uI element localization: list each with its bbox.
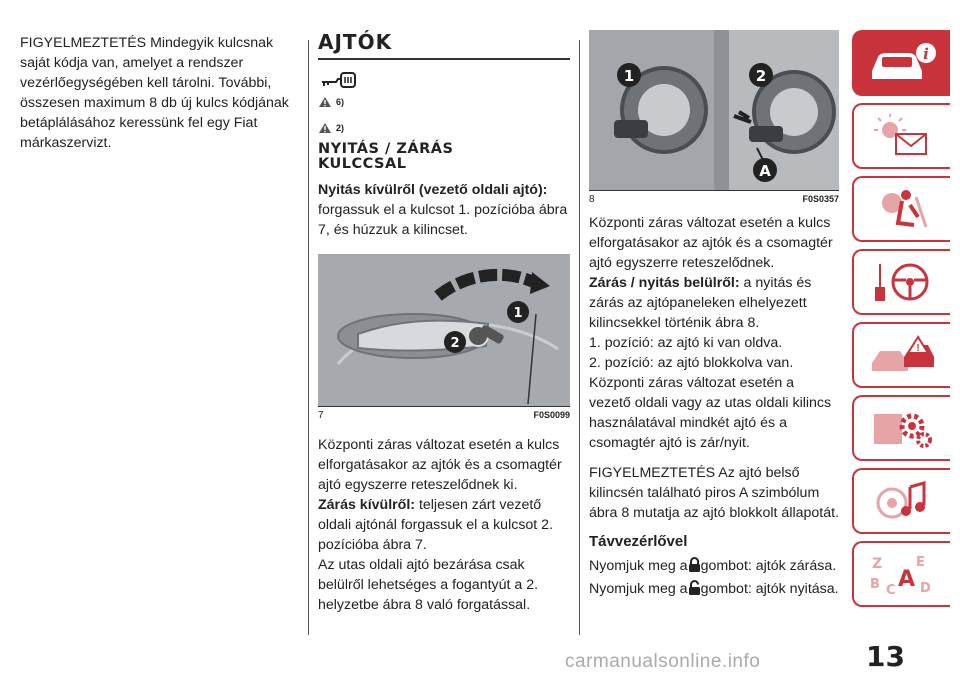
- paragraph-passenger-door: Az utas oldali ajtó bezárása csak belülről lehetséges a fogantyút a 2. helyzetbe ábra 8 való forgatással.: [318, 557, 539, 613]
- tab-index[interactable]: [852, 541, 950, 607]
- car-key-icon: [320, 70, 570, 92]
- svg-text:!: !: [916, 343, 920, 354]
- column-3: [589, 30, 839, 602]
- figure-8-caption: 8 F0S0357: [589, 194, 839, 205]
- subsection-title: NYITÁS / ZÁRÁS KULCCSAL: [318, 141, 454, 172]
- svg-text:A: A: [898, 567, 916, 592]
- column-divider-2: [579, 40, 580, 635]
- warning-lights-icon: [866, 114, 938, 158]
- section-title: AJTÓK: [318, 30, 393, 54]
- unlock-icon: [688, 580, 701, 602]
- paragraph-close-outside: Zárás kívülről: teljesen zárt vezető oldali ajtónál forgassuk el a kulcsot 2. pozícióba ábra 7.: [318, 497, 554, 553]
- fig7-label-2: 2: [450, 336, 460, 351]
- paragraph-inside: Zárás / nyitás belülről: a nyitás és zárás az ajtópaneleken elhelyezett kilincsekkel történik ábra 8.: [589, 275, 812, 331]
- position-2: 2. pozíció: az ajtó blokkolva van.: [589, 355, 794, 371]
- warning-triangle-icon: [318, 96, 332, 108]
- warning-paragraph-left: FIGYELMEZTETÉS Mindegyik kulcsnak saját kódja van, amelyet a rendszer vezérlőegységében kell tárolni. További, összesen maximum 8 db új kulcs kódjának betáplálásához keressünk fel egy Fiat márkaszervizt.: [20, 35, 289, 151]
- fig8-label-1: 1: [623, 67, 635, 85]
- tab-multimedia[interactable]: [852, 468, 950, 534]
- warning-ref-1: 6): [318, 96, 570, 108]
- accident-icon: [866, 333, 938, 377]
- svg-text:E: E: [916, 555, 925, 570]
- position-1: 1. pozíció: az ajtó ki van oldva.: [589, 335, 783, 351]
- remote-lock-text: Nyomjuk meg a gombot: ajtók zárása.: [589, 556, 839, 579]
- warning-paragraph-right: FIGYELMEZTETÉS Az ajtó belső kilincsén található piros A szimbólum ábra 8 mutatja az ajtó blokkolt állapotát.: [589, 465, 840, 521]
- steering-wheel-icon: [866, 260, 938, 304]
- svg-text:i: i: [923, 45, 929, 63]
- svg-text:B: B: [870, 577, 880, 592]
- tab-safety[interactable]: [852, 176, 950, 242]
- paragraph-central-lock: Központi záras változat esetén a kulcs elforgatásakor az ajtók és a csomagtér ajtó egyszerre reteszelődnek ki.: [318, 437, 562, 493]
- title-rule: [318, 58, 570, 60]
- maintenance-gears-icon: [866, 406, 938, 450]
- paragraph-central-lock-2: Központi záras változat esetén a kulcs elforgatásakor az ajtók és a csomagtér ajtó egyszerre reteszelődnek.: [589, 215, 833, 271]
- fig7-label-1: 1: [513, 306, 523, 321]
- column-2: [318, 30, 570, 615]
- page-number: 13: [866, 640, 905, 673]
- door-handle-illustration: [318, 254, 570, 406]
- column-divider-1: [308, 40, 309, 635]
- inner-handle-illustration: [589, 30, 839, 190]
- figure-7: [318, 254, 570, 407]
- paragraph-open-outside: Nyitás kívülről (vezető oldali ajtó): forgassuk el a kulcsot 1. pozícióba ábra 7, és húzzuk a kilincset.: [318, 182, 568, 238]
- tab-maintenance[interactable]: [852, 395, 950, 461]
- warning-ref-2: 2): [318, 122, 570, 134]
- remote-heading: Távvezérlővel: [589, 533, 688, 550]
- chapter-sidebar: [852, 30, 950, 614]
- lock-icon: [688, 557, 701, 579]
- tab-emergency[interactable]: [852, 322, 950, 388]
- index-abc-icon: [866, 552, 938, 596]
- fig8-label-a: A: [759, 162, 771, 180]
- figure-8: [589, 30, 839, 191]
- svg-text:C: C: [886, 583, 896, 596]
- airbag-seat-icon: [866, 187, 938, 231]
- figure-7-caption: 7 F0S0099: [318, 410, 570, 421]
- paragraph-both-handles: Központi záras változat esetén a vezető oldali vagy az utas oldali kilincs használatával mindkét ajtó és a csomagtér ajtó is zár/nyit.: [589, 375, 832, 451]
- watermark: carmanualsonline.info: [565, 651, 761, 672]
- car-info-icon: [866, 41, 938, 85]
- remote-unlock-text: Nyomjuk meg a gombot: ajtók nyitása.: [589, 579, 839, 602]
- svg-text:D: D: [920, 581, 931, 596]
- tab-warning-lights[interactable]: [852, 103, 950, 169]
- warning-triangle-icon: [318, 122, 332, 134]
- fig8-label-2: 2: [755, 67, 767, 85]
- tab-driving[interactable]: [852, 249, 950, 315]
- svg-text:Z: Z: [872, 556, 883, 572]
- multimedia-icon: [866, 479, 938, 523]
- tab-car-info[interactable]: [852, 30, 950, 96]
